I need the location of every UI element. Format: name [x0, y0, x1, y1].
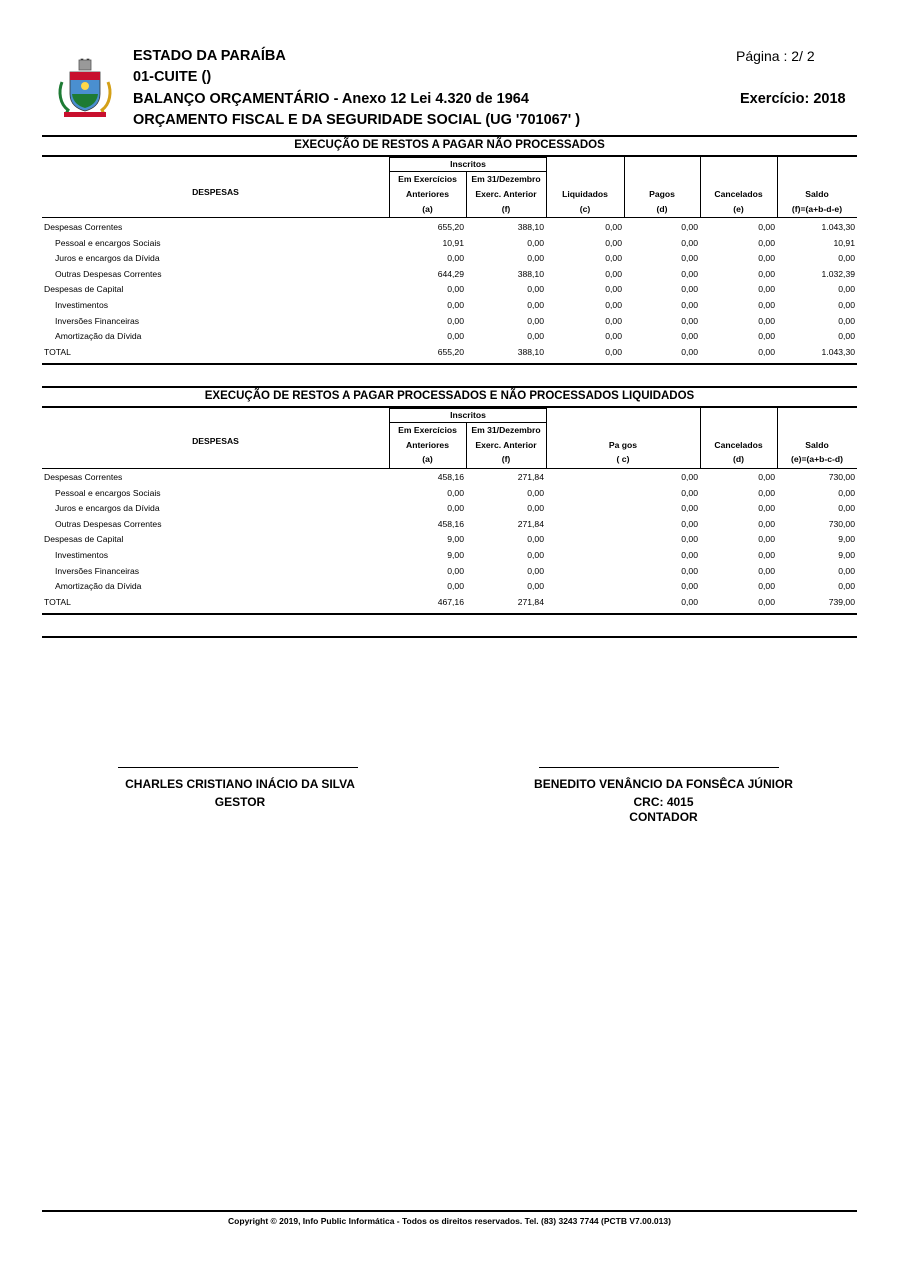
cell: 0,00: [758, 581, 775, 592]
cell: 0,00: [527, 253, 544, 264]
cell: 0,00: [758, 299, 775, 310]
s2-col-d-line1: Cancelados: [714, 440, 763, 450]
cell: 0,00: [681, 237, 698, 248]
cell: 0,00: [758, 237, 775, 248]
table-row: [42, 579, 857, 595]
cell: 0,00: [447, 299, 464, 310]
s1-col-b-line1: Em 31/Dezembro: [471, 174, 541, 184]
table-row: [42, 486, 857, 502]
section2-table: [42, 470, 857, 610]
cell: 9,00: [838, 534, 855, 545]
cell: 0,00: [527, 534, 544, 545]
cell: 0,00: [527, 565, 544, 576]
cell: 0,00: [758, 472, 775, 482]
s2-col-despesas: DESPESAS: [192, 436, 239, 446]
cell: 0,00: [605, 346, 622, 357]
cell: 0,00: [758, 503, 775, 514]
cell: 0,00: [447, 487, 464, 498]
cell: 0,00: [838, 299, 855, 310]
cell: 644,29: [437, 268, 464, 279]
s2-col-c-line1: Pa gos: [608, 440, 638, 450]
cell: 458,16: [437, 518, 464, 529]
section1-table: [42, 220, 857, 360]
row-label: Juros e encargos da Dívida: [55, 253, 160, 264]
cell: 0,00: [681, 534, 698, 545]
cell: 0,00: [758, 534, 775, 545]
s1-col-d-line2: (d): [656, 204, 668, 214]
s2-col-b-line2: Exerc. Anterior: [475, 440, 537, 450]
cell: 655,20: [437, 346, 464, 357]
contador-name: BENEDITO VENÂNCIO DA FONSÊCA JÚNIOR: [534, 777, 793, 791]
cell: 0,00: [838, 503, 855, 514]
cell: 0,00: [681, 596, 698, 607]
header-entity: 01-CUITE (): [133, 69, 212, 85]
s1-col-a-line3: (a): [422, 204, 433, 214]
cell: 0,00: [447, 331, 464, 342]
cell: 0,00: [681, 472, 698, 482]
table-row: [42, 329, 857, 345]
table-row: [42, 548, 857, 564]
cell: 0,00: [758, 315, 775, 326]
row-label: Despesas Correntes: [44, 472, 123, 482]
cell: 0,00: [605, 331, 622, 342]
cell: 0,00: [681, 581, 698, 592]
header-state: ESTADO DA PARAÍBA: [133, 48, 286, 64]
cell: 0,00: [758, 284, 775, 295]
table-row: [42, 532, 857, 548]
section1-top-rule: [42, 135, 857, 137]
table-row: [42, 220, 857, 236]
s1-col-a-line1: Em Exercícios: [398, 174, 457, 184]
s1-col-b-line3: (f): [501, 204, 511, 214]
cell: 0,00: [838, 565, 855, 576]
cell: 0,00: [681, 487, 698, 498]
table-row: [42, 267, 857, 283]
cell: 0,00: [681, 299, 698, 310]
cell: 0,00: [447, 315, 464, 326]
row-label: Investimentos: [55, 549, 109, 560]
gestor-role: GESTOR: [214, 795, 266, 809]
cell: 0,00: [838, 284, 855, 295]
row-label: TOTAL: [44, 346, 71, 357]
section2-closing-rule: [42, 636, 857, 638]
cell: 0,00: [758, 596, 775, 607]
row-label: Outras Despesas Correntes: [55, 518, 162, 529]
page-number: Página : 2/ 2: [736, 48, 815, 64]
row-label: Despesas de Capital: [44, 284, 124, 295]
s1-col-e-line1: Cancelados: [714, 189, 763, 199]
s2-col-a-line1: Em Exercícios: [398, 425, 457, 435]
cell: 9,00: [447, 534, 464, 545]
row-label: Amortização da Dívida: [55, 581, 142, 592]
cell: 0,00: [681, 253, 698, 264]
cell: 271,84: [517, 472, 544, 482]
cell: 0,00: [681, 222, 698, 232]
cell: 0,00: [681, 284, 698, 295]
table-row: [42, 501, 857, 517]
section2-bottom-rule: [42, 613, 857, 615]
cell: 271,84: [517, 518, 544, 529]
footer-copyright: Copyright © 2019, Info Public Informática - Todos os direitos reservados. Tel. (83) 3243 7744 (PCTB V7.00.013): [228, 1216, 671, 1226]
cell: 0,00: [605, 222, 622, 232]
section1-title: EXECUÇÃO DE RESTOS A PAGAR NÃO PROCESSADOS: [294, 139, 605, 151]
s2-col-d-line2: (d): [733, 454, 744, 464]
row-label: TOTAL: [44, 596, 71, 607]
cell: 0,00: [838, 487, 855, 498]
cell: 0,00: [527, 299, 544, 310]
cell: 0,00: [681, 315, 698, 326]
s2-col-b-line1: Em 31/Dezembro: [471, 425, 541, 435]
cell: 0,00: [605, 253, 622, 264]
total-row: [42, 345, 857, 361]
cell: 10,91: [833, 237, 855, 248]
table-row: [42, 517, 857, 533]
cell: 730,00: [828, 472, 855, 482]
s1-col-a-line2: Anteriores: [406, 189, 449, 199]
gestor-name: CHARLES CRISTIANO INÁCIO DA SILVA: [125, 777, 355, 791]
s2-col-c-line2: ( c): [616, 454, 630, 464]
cell: 0,00: [605, 299, 622, 310]
row-label: Investimentos: [55, 299, 109, 310]
table-row: [42, 470, 857, 486]
cell: 0,00: [681, 549, 698, 560]
cell: 0,00: [681, 346, 698, 357]
cell: 0,00: [758, 253, 775, 264]
header-title: BALANÇO ORÇAMENTÁRIO - Anexo 12 Lei 4.320 de 1964: [133, 91, 529, 107]
s1-inscritos-label: Inscritos: [389, 157, 547, 172]
s1-col-f-line2: (f)=(a+b-d-e): [791, 204, 843, 214]
cell: 0,00: [527, 487, 544, 498]
s2-col-a-line2: Anteriores: [406, 440, 449, 450]
row-label: Outras Despesas Correntes: [55, 268, 162, 279]
cell: 0,00: [527, 331, 544, 342]
cell: 0,00: [527, 503, 544, 514]
cell: 0,00: [527, 549, 544, 560]
cell: 10,91: [442, 237, 464, 248]
cell: 0,00: [758, 518, 775, 529]
cell: 0,00: [681, 331, 698, 342]
cell: 0,00: [447, 253, 464, 264]
row-label: Pessoal e encargos Sociais: [55, 487, 161, 498]
s1-col-c-line1: Liquidados: [562, 189, 608, 199]
cell: 0,00: [605, 284, 622, 295]
section2-top-rule: [42, 386, 857, 388]
cell: 467,16: [437, 596, 464, 607]
table-row: [42, 314, 857, 330]
table-row: [42, 236, 857, 252]
cell: 9,00: [838, 549, 855, 560]
row-label: Juros e encargos da Dívida: [55, 503, 160, 514]
cell: 1.032,39: [821, 268, 855, 279]
cell: 0,00: [605, 237, 622, 248]
cell: 0,00: [527, 581, 544, 592]
s1-col-despesas: DESPESAS: [192, 187, 239, 197]
row-label: Inversões Financeiras: [55, 315, 140, 326]
cell: 0,00: [527, 315, 544, 326]
header-subtitle: ORÇAMENTO FISCAL E DA SEGURIDADE SOCIAL (UG '701067' ): [133, 112, 581, 128]
cell: 9,00: [447, 549, 464, 560]
row-label: Pessoal e encargos Sociais: [55, 237, 161, 248]
cell: 0,00: [838, 581, 855, 592]
signature-line-left: [118, 767, 358, 768]
s1-col-c-line2: (c): [579, 204, 591, 214]
table-row: [42, 251, 857, 267]
s1-col-e-line2: (e): [733, 204, 744, 214]
cell: 0,00: [758, 346, 775, 357]
cell: 730,00: [828, 518, 855, 529]
table-row: [42, 298, 857, 314]
table-row: [42, 282, 857, 298]
s2-inscritos-label: Inscritos: [389, 408, 547, 423]
cell: 0,00: [758, 487, 775, 498]
cell: 271,84: [517, 596, 544, 607]
cell: 0,00: [681, 565, 698, 576]
cell: 0,00: [838, 253, 855, 264]
cell: 0,00: [758, 331, 775, 342]
cell: 1.043,30: [821, 222, 855, 232]
cell: 0,00: [681, 518, 698, 529]
cell: 0,00: [527, 237, 544, 248]
row-label: Inversões Financeiras: [55, 565, 140, 576]
fiscal-year: Exercício: 2018: [740, 91, 846, 107]
cell: 0,00: [758, 268, 775, 279]
s1-col-f-line1: Saldo: [805, 189, 829, 199]
cell: 0,00: [447, 284, 464, 295]
s2-col-e-line1: Saldo: [805, 440, 829, 450]
row-label: Amortização da Dívida: [55, 331, 142, 342]
row-label: Despesas Correntes: [44, 222, 123, 232]
cell: 0,00: [758, 565, 775, 576]
coat-of-arms-logo: [54, 58, 116, 120]
footer-rule: [42, 1210, 857, 1212]
cell: 388,10: [517, 268, 544, 279]
s2-col-a-line3: (a): [422, 454, 433, 464]
cell: 458,16: [437, 472, 464, 482]
cell: 0,00: [527, 284, 544, 295]
cell: 388,10: [517, 346, 544, 357]
cell: 0,00: [681, 503, 698, 514]
section1-bottom-rule: [42, 363, 857, 365]
s2-col-b-line3: (f): [501, 454, 511, 464]
row-label: Despesas de Capital: [44, 534, 124, 545]
cell: 0,00: [447, 581, 464, 592]
cell: 655,20: [437, 222, 464, 232]
cell: 1.043,30: [821, 346, 855, 357]
cell: 0,00: [605, 268, 622, 279]
cell: 0,00: [838, 331, 855, 342]
contador-crc: CRC: 4015: [633, 795, 694, 809]
cell: 0,00: [447, 565, 464, 576]
cell: 0,00: [447, 503, 464, 514]
cell: 0,00: [681, 268, 698, 279]
s1-col-b-line2: Exerc. Anterior: [475, 189, 537, 199]
s1-col-d-line1: Pagos: [649, 189, 675, 199]
cell: 0,00: [838, 315, 855, 326]
cell: 0,00: [758, 222, 775, 232]
cell: 0,00: [758, 549, 775, 560]
cell: 739,00: [828, 596, 855, 607]
cell: 388,10: [517, 222, 544, 232]
signature-line-right: [539, 767, 779, 768]
s2-col-e-line2: (e)=(a+b-c-d): [790, 454, 844, 464]
contador-role: CONTADOR: [629, 810, 698, 824]
cell: 0,00: [605, 315, 622, 326]
table-row: [42, 564, 857, 580]
total-row: [42, 595, 857, 611]
section2-title: EXECUÇÃO DE RESTOS A PAGAR PROCESSADOS E NÃO PROCESSADOS LIQUIDADOS: [204, 390, 695, 402]
